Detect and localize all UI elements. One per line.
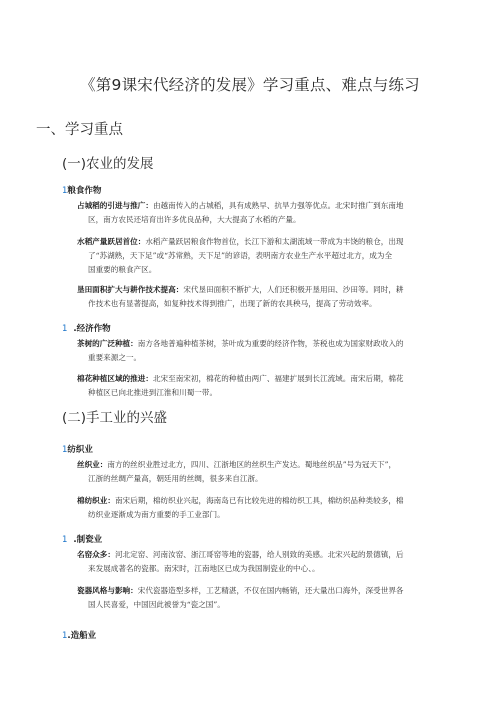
paragraph-head: 茶树的广泛种植： <box>77 339 138 348</box>
paragraph-head: 棉花种植区域的推进： <box>77 374 153 383</box>
paragraph-line: 由越南传入的占城稻，具有成熟早、抗旱力强等优点。北宋时推广到东南地 <box>152 201 404 210</box>
paragraph-line: 重要来源之一。 <box>88 353 142 362</box>
paragraph-line: 来发展成著名的瓷都。南宋时，江南地区已成为我国制瓷业的中心、。 <box>88 564 320 573</box>
paragraph-head: 丝织业： <box>77 460 108 469</box>
paragraph-line: 江浙的丝绸产量高，朝廷用的丝绸，很多来自江浙。 <box>88 474 263 483</box>
heading-shipbuilding <box>62 629 96 641</box>
heading-label: .制瓷业 <box>73 535 103 545</box>
heading-textile <box>62 443 93 455</box>
heading-cash-crops <box>62 322 111 334</box>
paragraph-line: 国重要的粮食产区。 <box>88 265 157 274</box>
paragraph-line: 区，南方农民还培育出许多优良品种，大大提高了水稻的产量。 <box>88 215 301 224</box>
paragraph-line: 宋代垦田面积不断扩大，人们还积极开垦用田、沙田等。同时，耕 <box>183 285 404 294</box>
heading-label: .造船业 <box>67 631 97 641</box>
heading-label: .经济作物 <box>73 324 111 334</box>
paragraph-line: 纺织业逐渐成为南方重要的手工业部门。 <box>88 510 225 519</box>
heading-label: 纺织业 <box>67 445 93 455</box>
paragraph-line: 了“苏湖熟，天下足”或“苏常熟，天下足”的谚语，表明南方农业生产水平超过北方，成为全 <box>88 251 393 260</box>
paragraph-head: 垦田面积扩大与耕作技术提高： <box>77 285 184 294</box>
heading-number: 1 <box>62 445 68 455</box>
paragraph-porcelain-style <box>77 584 472 612</box>
paragraph-line: 南方的丝织业胜过北方，四川、江浙地区的丝织生产发达。蜀地丝织品”号为冠天下”， <box>107 460 397 469</box>
paragraph-tea <box>77 337 472 365</box>
paragraph-line: 南宋后期，棉纺织业兴起，海南岛已有比较先进的棉纺织工具，棉纺织品种类较多，棉 <box>114 496 404 505</box>
heading-number: 1 <box>62 324 68 334</box>
paragraph-rice-output <box>77 235 472 277</box>
page-title: 《第9课宋代经济的发展》学习重点、难点与练习 <box>80 76 420 94</box>
paragraph-champa-rice <box>77 199 472 227</box>
heading-label: 粮食作物 <box>67 186 102 196</box>
paragraph-cotton <box>77 372 472 400</box>
paragraph-famous-kilns <box>77 548 472 576</box>
paragraph-line: 种植区已向北推进到江淮和川蜀一带。 <box>88 388 218 397</box>
paragraph-line: 北宋至南宋初，棉花的种植由两广、福建扩展到长江流域。南宋后期，棉花 <box>152 374 404 383</box>
heading-number: 1 <box>62 186 68 196</box>
paragraph-line: 河北定窑、河南汝窑、浙江哥窑等地的瓷器，给人别致的美感。北宋兴起的景德镇，后 <box>114 550 404 559</box>
paragraph-cotton-textile <box>77 494 472 522</box>
heading-number: 1 <box>62 535 68 545</box>
paragraph-line: 南方各地普遍种植茶树，茶叶成为重要的经济作物，茶税也成为国家财政收入的 <box>137 339 404 348</box>
heading-grain-crops <box>62 184 101 196</box>
paragraph-silk <box>77 458 472 486</box>
heading-porcelain <box>62 533 102 545</box>
paragraph-head: 占城稻的引进与推广： <box>77 201 153 210</box>
paragraph-farmland <box>77 283 472 311</box>
paragraph-head: 名窑众多： <box>77 550 115 559</box>
paragraph-head: 水稻产量跃居首位： <box>77 237 146 246</box>
paragraph-line: 宋代瓷器造型多样，工艺精湛，不仅在国内畅销，还大量出口海外，深受世界各 <box>137 586 404 595</box>
paragraph-line: 作技术也有显著提高，如复种技术得到推广，出现了新的农具秧马，提高了劳动效率。 <box>88 299 377 308</box>
paragraph-line: 国人民喜爱，中国因此被誉为“瓷之国”。 <box>88 600 225 609</box>
subsection-heading-agriculture: (一)农业的发展 <box>62 156 154 172</box>
subsection-heading-handicraft: (二)手工业的兴盛 <box>62 410 168 426</box>
paragraph-line: 水稻产量跃居粮食作物首位，长江下游和太湖流域一带成为丰饶的粮仓，出现 <box>145 237 404 246</box>
section-heading-key-points: 一、学习重点 <box>36 122 123 138</box>
heading-number: 1 <box>62 631 68 641</box>
paragraph-head: 瓷器风格与影响： <box>77 586 138 595</box>
paragraph-head: 棉纺织业： <box>77 496 115 505</box>
